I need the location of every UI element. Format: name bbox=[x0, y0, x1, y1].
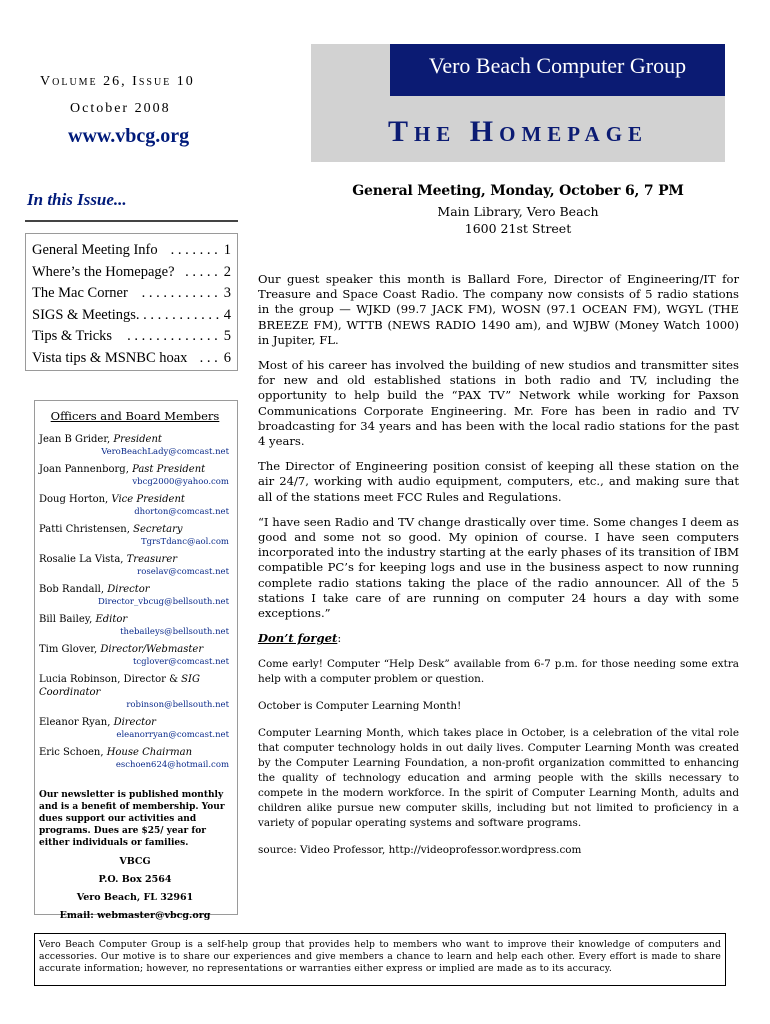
divider bbox=[25, 220, 238, 222]
toc-dots: . . . . . . . . . . . bbox=[141, 285, 218, 301]
officers-box bbox=[34, 400, 238, 921]
toc-item[interactable] bbox=[32, 305, 231, 327]
dont-forget-heading: Don’t forget bbox=[258, 631, 338, 646]
officer-name-text: Bob Randall, bbox=[39, 584, 108, 595]
officer-role: SIG Coordinator bbox=[39, 674, 200, 698]
officer-name bbox=[39, 583, 231, 596]
officer-name bbox=[39, 746, 231, 759]
toc-page: 4 bbox=[223, 306, 231, 323]
article-paragraph: The Director of Engineering position consist of keeping all these station on the air 24/7, working with audio equipment, computers, etc., and making sure that all of the stations meet FCC Rules and Regulations. bbox=[258, 459, 739, 504]
in-this-issue-heading: In this Issue... bbox=[27, 190, 127, 209]
toc-item[interactable] bbox=[32, 283, 231, 305]
toc-item[interactable] bbox=[32, 348, 231, 370]
toc-page: 3 bbox=[223, 285, 231, 301]
officers-list bbox=[39, 433, 231, 771]
officer-name-text: Rosalie La Vista, bbox=[39, 554, 127, 565]
toc-title: SIGS & Meetings bbox=[32, 306, 136, 323]
officer-email[interactable]: Director_vbcug@bellsouth.net bbox=[97, 597, 229, 607]
officer-name-text: Tim Glover, bbox=[39, 644, 101, 655]
officer-name bbox=[39, 553, 231, 566]
officer-name bbox=[39, 643, 231, 656]
main-article bbox=[258, 272, 739, 870]
toc-dots: . . . . . bbox=[185, 263, 218, 280]
dont-forget-colon: : bbox=[337, 631, 342, 646]
officer-email[interactable]: roselav@comcast.net bbox=[137, 567, 229, 577]
toc-page: 6 bbox=[223, 349, 231, 366]
officer-name bbox=[39, 716, 231, 729]
reminder-paragraph: October is Computer Learning Month! bbox=[258, 700, 462, 713]
officer-name-text: Patti Christensen, bbox=[39, 524, 134, 535]
toc-page: 1 bbox=[223, 242, 231, 258]
issue-date: October 2008 bbox=[70, 101, 171, 116]
newsletter-note: Our newsletter is published monthly and is a benefit of membership. Your dues support our activities and programs. Dues are $25/ year for either individuals or families. bbox=[39, 790, 225, 848]
officer-email[interactable]: eschoen624@hotmail.com bbox=[115, 760, 229, 770]
toc-item[interactable] bbox=[32, 240, 231, 262]
meeting-title: General Meeting, Monday, October 6, 7 PM bbox=[352, 183, 684, 199]
officer-name-text: Eric Schoen, bbox=[39, 747, 107, 758]
officer-role: Director/Webmaster bbox=[100, 644, 204, 655]
officer-name bbox=[39, 493, 231, 506]
officer-name-text: Lucia Robinson, Director & bbox=[39, 674, 182, 685]
officer-name bbox=[39, 523, 231, 536]
address-name: VBCG bbox=[119, 856, 151, 867]
toc-title: The Mac Corner bbox=[32, 285, 128, 301]
toc-dots: . . . . . . . . . . . . bbox=[135, 306, 220, 323]
officer-role: Director bbox=[113, 717, 156, 728]
officer-role: Vice President bbox=[111, 494, 185, 505]
officer-role: President bbox=[113, 434, 162, 445]
group-name: Vero Beach Computer Group bbox=[428, 53, 687, 78]
article-paragraph: “I have seen Radio and TV change drastically over time. Some changes I deem as good and some not so good. My opinion of course. I have seen computers incorporated into the industry starting at the early phases of its transition of IBM compatible PC’s for keeping logs and use in the business aspect to now running complete radio stations taking the place of the radio announcer. All of the 5 stations I take care of are running on computer 24 hours a day with some exceptions.” bbox=[258, 514, 739, 621]
officer-role: Director bbox=[107, 584, 150, 595]
source-line: source: Video Professor, http://videoprofessor.wordpress.com bbox=[258, 844, 582, 857]
address-city: Vero Beach, FL 32961 bbox=[76, 892, 194, 903]
officer-role: House Chairman bbox=[106, 747, 193, 758]
officer-role: Past President bbox=[132, 464, 206, 475]
officer-email[interactable]: robinson@bellsouth.net bbox=[126, 700, 229, 710]
toc-item[interactable] bbox=[32, 262, 231, 284]
officer-name-text: Jean B Grider, bbox=[39, 434, 114, 445]
officer-role: Secretary bbox=[133, 524, 183, 535]
article-paragraph: Our guest speaker this month is Ballard Fore, Director of Engineering/IT for Treasure and Space Coast Radio. The company now consists of 5 radio stations in the group — WJKD (99.7 JACK FM), WOSN (97.1 OCEAN FM), WGYL (THE BREEZE FM), WTTB (NEWS RADIO 1490 am), and WJBW (Money Watch 1000) in Jupiter, FL. bbox=[258, 272, 739, 347]
address-email[interactable]: Email: webmaster@vbcg.org bbox=[59, 910, 211, 921]
officer-email[interactable]: eleanorryan@comcast.net bbox=[116, 730, 229, 740]
officer-name-text: Eleanor Ryan, bbox=[39, 717, 114, 728]
address-po-box: P.O. Box 2564 bbox=[98, 874, 172, 885]
officer-name bbox=[39, 463, 231, 476]
table-of-contents bbox=[25, 233, 238, 371]
officer-email[interactable]: tcglover@comcast.net bbox=[132, 657, 229, 667]
officer-role: Treasurer bbox=[126, 554, 178, 565]
officer-email[interactable]: TgrsTdanc@aol.com bbox=[141, 537, 229, 547]
officers-title: Officers and Board Members bbox=[50, 409, 220, 423]
officer-name-text: Joan Pannenborg, bbox=[39, 464, 133, 475]
reminder-paragraph: Come early! Computer “Help Desk” available from 6-7 p.m. for those needing some extra help with a computer problem or question. bbox=[258, 658, 739, 686]
reminder-paragraph: Computer Learning Month, which takes place in October, is a celebration of the vital role that computer technology holds in out daily lives. Computer Learning Month was created by the Computer Learning Foundation, a non-profit organization committed to enhancing the quality of technology education and arming people with the skills necessary to compete in the modern workforce. In the spirit of Computer Learning Month, adults and children alike pursue new computer skills, including but not limited to proficiency in a variety of popular operating systems and software programs. bbox=[258, 727, 739, 830]
article-paragraph: Most of his career has involved the building of new studios and transmitter sites for new and old established stations in both radio and TV, including the opportunity to help build the “PAX TV” Network while working for Paxson Communications Corporate Engineering. Mr. Fore has been in radio and TV broadcasting for 34 years and has been with the local radio stations for the past 4 years. bbox=[258, 358, 739, 449]
dont-forget-line bbox=[258, 631, 739, 645]
officer-email[interactable]: VeroBeachLady@comcast.net bbox=[101, 447, 229, 457]
toc-page: 5 bbox=[223, 328, 231, 344]
officer-name-text: Bill Bailey, bbox=[39, 614, 96, 625]
meeting-location: Main Library, Vero Beach bbox=[437, 204, 599, 219]
toc-title: Vista tips & MSNBC hoax bbox=[32, 349, 188, 366]
footer-disclaimer: Vero Beach Computer Group is a self-help group that provides help to members who want to improve their knowledge of computers and accessories. Our motive is to share our experiences and give members a chance to learn and help each other. Every effort is made to share accurate information; however, no representations or warranties either express or implied are made as to its accuracy. bbox=[34, 933, 726, 986]
toc-dots: . . . . . . . bbox=[170, 242, 218, 258]
officer-name bbox=[39, 433, 231, 446]
meeting-address: 1600 21st Street bbox=[464, 221, 572, 236]
officer-name-text: Doug Horton, bbox=[39, 494, 112, 505]
website-url[interactable]: www.vbcg.org bbox=[68, 125, 190, 147]
officer-email[interactable]: thebaileys@bellsouth.net bbox=[120, 627, 229, 637]
volume-issue: Volume 26, Issue 10 bbox=[40, 74, 195, 89]
officer-email[interactable]: dhorton@comcast.net bbox=[134, 507, 229, 517]
toc-page: 2 bbox=[223, 263, 231, 280]
officer-role: Editor bbox=[95, 614, 128, 625]
toc-title: General Meeting Info bbox=[32, 242, 158, 258]
toc-dots: . . . bbox=[199, 349, 218, 366]
toc-title: Where’s the Homepage? bbox=[32, 263, 175, 280]
toc-item[interactable] bbox=[32, 326, 231, 348]
officer-name bbox=[39, 673, 231, 699]
toc-dots: . . . . . . . . . . . . . bbox=[127, 328, 218, 344]
officer-name bbox=[39, 613, 231, 626]
toc-title: Tips & Tricks bbox=[32, 328, 113, 344]
newsletter-title: The Homepage bbox=[387, 115, 649, 148]
officer-email[interactable]: vbcg2000@yahoo.com bbox=[132, 477, 229, 487]
